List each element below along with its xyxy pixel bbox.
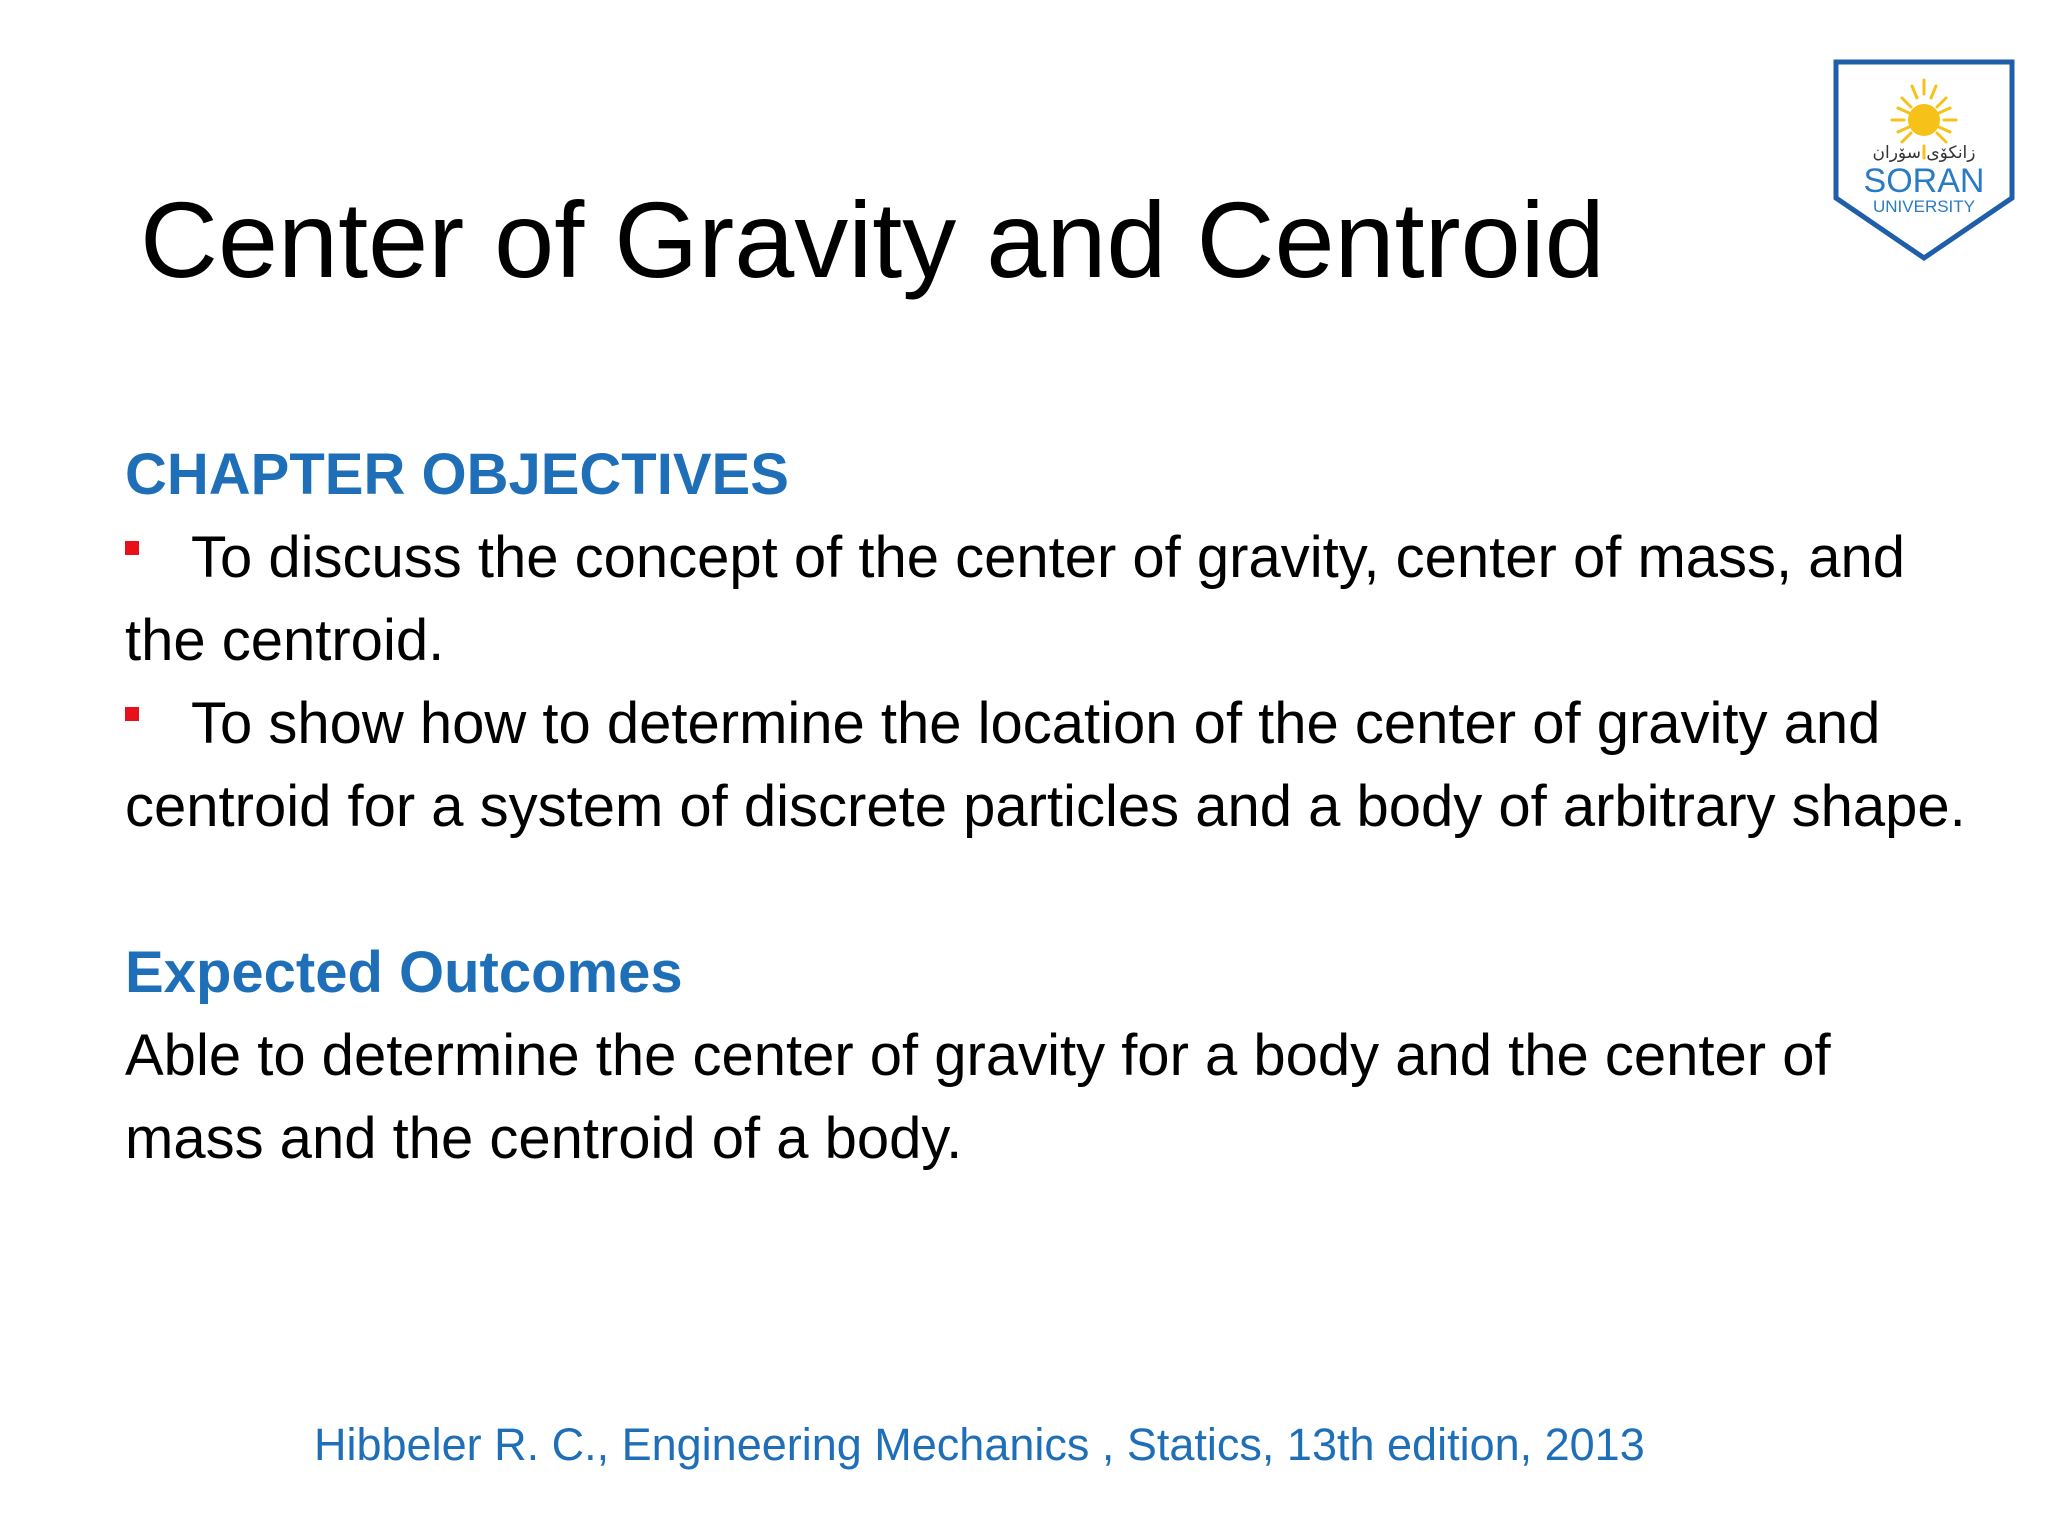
objectives-heading: CHAPTER OBJECTIVES [125, 442, 789, 507]
red-square-bullet-icon [125, 707, 139, 721]
objective-bullet-2 [125, 682, 1975, 848]
objective-bullet-1-text: To discuss the concept of the center of gravity, center of mass, and the centroid. [125, 525, 1906, 673]
soran-university-logo [1832, 58, 2016, 264]
citation: Hibbeler R. C., Engineering Mechanics , Statics, 13th edition, 2013 [314, 1419, 1645, 1470]
outcomes-heading: Expected Outcomes [125, 940, 683, 1005]
section-spacer [125, 848, 1975, 931]
slide-body [125, 433, 1975, 1180]
red-square-bullet-icon [125, 541, 139, 555]
objective-bullet-1 [125, 516, 1975, 682]
objective-bullet-2-text: To show how to determine the location of the center of gravity and centroid for a system of discrete particles and a body of arbitrary shape. [125, 691, 1966, 839]
logo-subtitle: UNIVERSITY [1872, 197, 1976, 216]
outcomes-text: Able to determine the center of gravity for a body and the center of mass and the centroid of a body. [125, 1023, 1831, 1171]
university-shield-icon [1832, 58, 2016, 264]
slide-title: Center of Gravity and Centroid [140, 179, 1605, 300]
logo-script-text: زانكۆی سۆران [1872, 143, 1976, 163]
logo-name: SORAN [1863, 162, 1985, 200]
